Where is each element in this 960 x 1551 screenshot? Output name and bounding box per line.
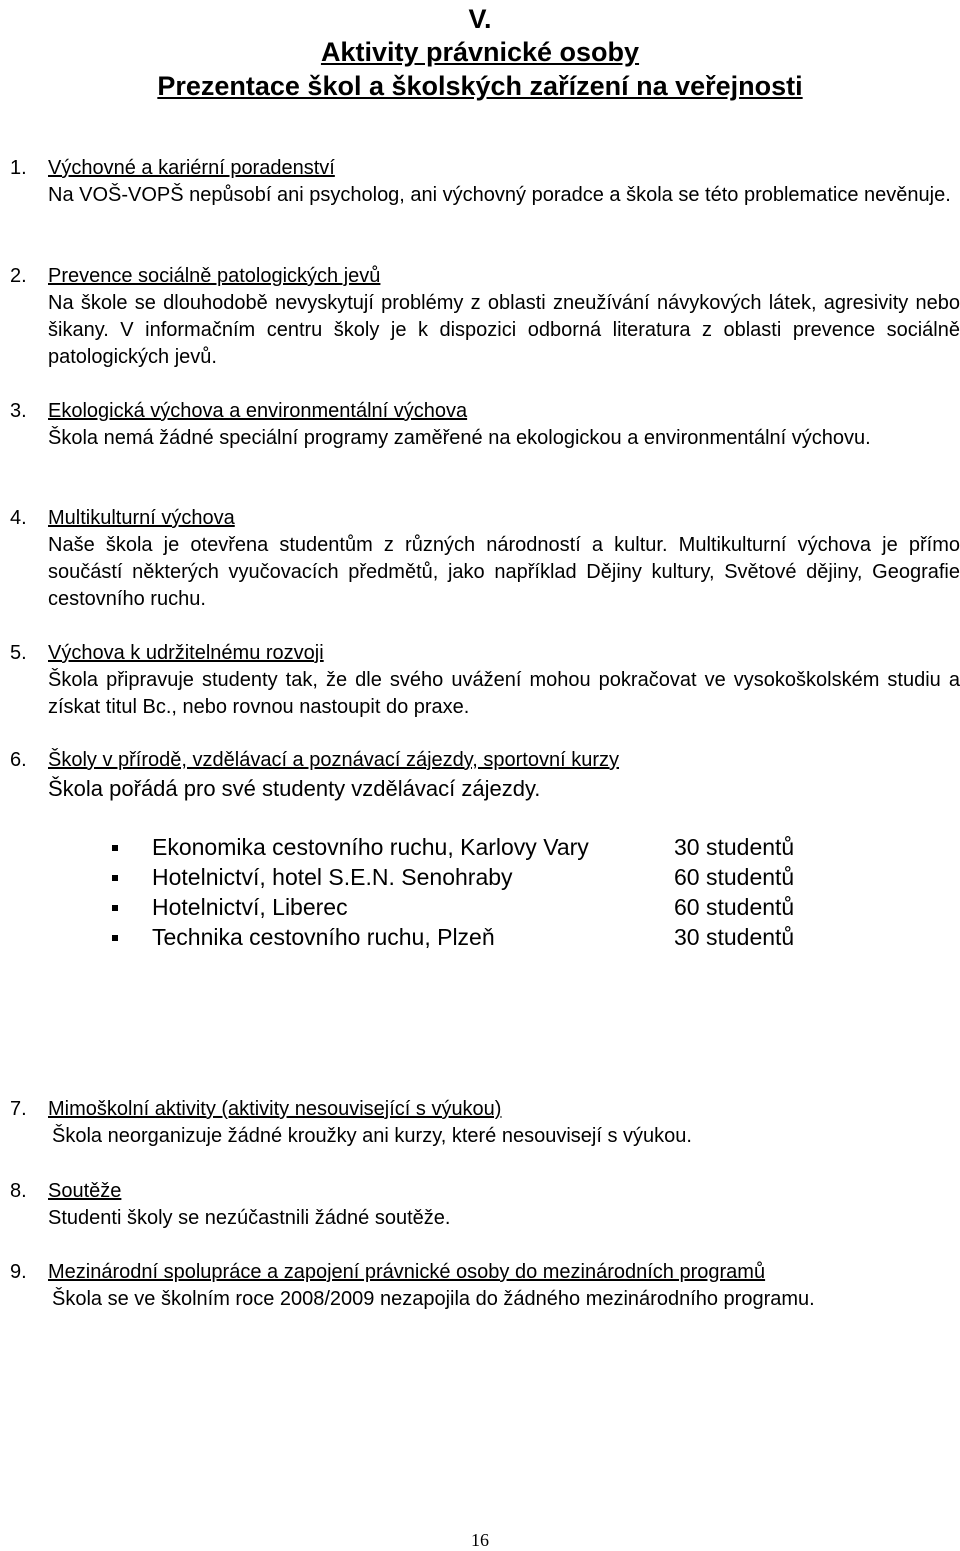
list-item [112, 922, 832, 952]
square-bullet-icon [112, 935, 118, 941]
chapter-number: V. [468, 4, 492, 34]
section-8 [10, 1178, 960, 1232]
section-body: Škola připravuje studenty tak, že dle svého uvážení mohou pokračovat ve vysokoškolském studiu a získat titul Bc., nebo rovnou nastoupit do praxe. [48, 669, 960, 718]
section-body: Škola pořádá pro své studenty vzdělávací zájezdy. [48, 776, 541, 801]
section-title: Školy v přírodě, vzdělávací a poznávací zájezdy, sportovní kurzy [48, 749, 620, 771]
section-body: Škola neorganizuje žádné kroužky ani kurzy, které nesouvisejí s výukou. [52, 1125, 692, 1147]
section-heading [10, 640, 960, 667]
chapter-title: Aktivity právnické osoby [320, 37, 640, 67]
list-item [112, 892, 832, 922]
page-number: 16 [471, 1530, 489, 1550]
section-body: Na VOŠ-VOPŠ nepůsobí ani psycholog, ani výchovný poradce a škola se této problematice nevěnuje. [48, 184, 951, 206]
section-title: Mezinárodní spolupráce a zapojení právnické osoby do mezinárodních programů [48, 1261, 766, 1283]
section-title: Ekologická výchova a environmentální výchova [48, 400, 468, 422]
section-1 [10, 155, 960, 209]
list-item [112, 832, 832, 862]
section-3 [10, 398, 960, 452]
section-title: Multikulturní výchova [48, 507, 235, 529]
section-title: Prevence sociálně patologických jevů [48, 265, 381, 287]
section-number: 3. [10, 400, 27, 422]
chapter-subtitle: Prezentace škol a školských zařízení na veřejnosti [157, 71, 803, 101]
section-number: 9. [10, 1261, 27, 1283]
section-body: Na škole se dlouhodobě nevyskytují problémy z oblasti zneužívání návykových látek, agresivity nebo šikany. V informačním centru školy je k dispozici odborná literatura z oblasti prevence sociálně patologických jevů. [48, 292, 960, 368]
trip-count: 60 studentů [674, 894, 795, 920]
section-4 [10, 505, 960, 613]
trip-count: 30 studentů [674, 924, 795, 950]
section-heading [10, 1259, 960, 1286]
section-heading [10, 505, 960, 532]
section-2 [10, 263, 960, 371]
section-body: Škola nemá žádné speciální programy zaměřené na ekologickou a environmentální výchovu. [48, 427, 871, 449]
section-title: Výchovné a kariérní poradenství [48, 157, 335, 179]
trip-name: Hotelnictví, hotel S.E.N. Senohraby [152, 864, 513, 890]
square-bullet-icon [112, 845, 118, 851]
section-title: Výchova k udržitelnému rozvoji [48, 642, 324, 664]
section-6 [10, 747, 960, 804]
section-number: 5. [10, 642, 27, 664]
section-body: Naše škola je otevřena studentům z různých národností a kultur. Multikulturní výchova je přímo součástí některých vyučovacích předmětů, jako například Dějiny kultury, Světové dějiny, Geografie cestovního ruchu. [48, 534, 960, 610]
section-title: Mimoškolní aktivity (aktivity nesouvisející s výukou) [48, 1098, 502, 1120]
section-heading [10, 398, 960, 425]
section-title: Soutěže [48, 1180, 122, 1202]
section-heading [10, 155, 960, 182]
section-5 [10, 640, 960, 721]
trip-count: 30 studentů [674, 834, 795, 860]
square-bullet-icon [112, 875, 118, 881]
trips-list [112, 832, 832, 952]
section-number: 7. [10, 1098, 27, 1120]
list-item [112, 862, 832, 892]
section-body: Studenti školy se nezúčastnili žádné soutěže. [48, 1207, 451, 1229]
section-7 [10, 1096, 960, 1150]
section-heading [10, 263, 960, 290]
section-heading [10, 747, 960, 774]
trip-name: Ekonomika cestovního ruchu, Karlovy Vary [152, 834, 589, 860]
trip-name: Hotelnictví, Liberec [152, 894, 348, 920]
section-9 [10, 1259, 960, 1313]
section-number: 2. [10, 265, 27, 287]
section-heading [10, 1096, 960, 1123]
trip-name: Technika cestovního ruchu, Plzeň [152, 924, 495, 950]
section-heading [10, 1178, 960, 1205]
section-body: Škola se ve školním roce 2008/2009 nezapojila do žádného mezinárodního programu. [52, 1288, 815, 1310]
trip-count: 60 studentů [674, 864, 795, 890]
section-number: 8. [10, 1180, 27, 1202]
section-number: 4. [10, 507, 27, 529]
section-number: 1. [10, 157, 27, 179]
section-number: 6. [10, 749, 27, 771]
square-bullet-icon [112, 905, 118, 911]
